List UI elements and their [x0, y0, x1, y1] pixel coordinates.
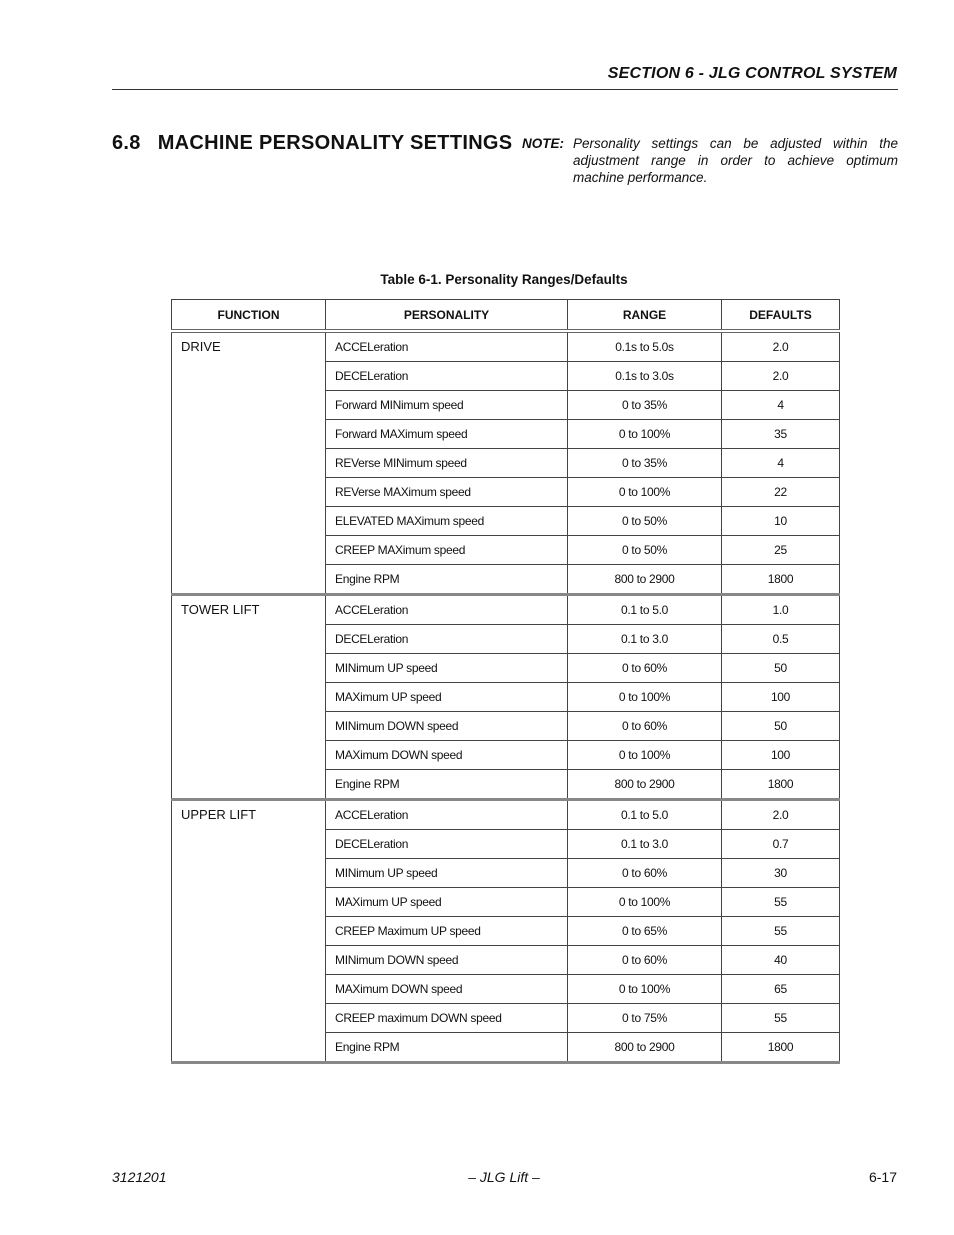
default-cell: 55	[722, 1004, 840, 1033]
default-cell: 1800	[722, 770, 840, 800]
default-cell: 1.0	[722, 595, 840, 625]
default-cell: 35	[722, 420, 840, 449]
table-row	[172, 800, 840, 830]
range-cell: 0 to 100%	[568, 741, 722, 770]
table-caption: Table 6-1. Personality Ranges/Defaults	[380, 272, 628, 287]
table-header-row	[172, 300, 840, 332]
default-cell: 55	[722, 888, 840, 917]
personality-cell: MINimum UP speed	[326, 654, 568, 683]
column-header-personality: PERSONALITY	[326, 300, 568, 332]
personality-cell: Engine RPM	[326, 565, 568, 595]
footer-doc-number: 3121201	[112, 1169, 167, 1185]
footer-publisher: – JLG Lift –	[468, 1169, 540, 1185]
personality-table	[171, 299, 840, 1064]
range-cell: 0.1s to 3.0s	[568, 362, 722, 391]
function-group-tower-lift	[172, 595, 840, 800]
range-cell: 800 to 2900	[568, 770, 722, 800]
personality-cell: DECELeration	[326, 362, 568, 391]
range-cell: 800 to 2900	[568, 1033, 722, 1063]
range-cell: 0.1 to 5.0	[568, 800, 722, 830]
default-cell: 22	[722, 478, 840, 507]
default-cell: 2.0	[722, 331, 840, 362]
range-cell: 0 to 100%	[568, 888, 722, 917]
section-header-title: SECTION 6 - JLG CONTROL SYSTEM	[607, 65, 897, 82]
range-cell: 0.1 to 3.0	[568, 625, 722, 654]
range-cell: 0 to 100%	[568, 478, 722, 507]
personality-cell: CREEP Maximum UP speed	[326, 917, 568, 946]
default-cell: 100	[722, 741, 840, 770]
personality-cell: REVerse MINimum speed	[326, 449, 568, 478]
table-row	[172, 331, 840, 362]
default-cell: 100	[722, 683, 840, 712]
default-cell: 2.0	[722, 800, 840, 830]
personality-cell: MINimum DOWN speed	[326, 946, 568, 975]
default-cell: 10	[722, 507, 840, 536]
default-cell: 1800	[722, 565, 840, 595]
range-cell: 0 to 35%	[568, 449, 722, 478]
function-cell: TOWER LIFT	[172, 595, 326, 800]
column-header-defaults: DEFAULTS	[722, 300, 840, 332]
column-header-function: FUNCTION	[172, 300, 326, 332]
personality-cell: REVerse MAXimum speed	[326, 478, 568, 507]
range-cell: 0 to 60%	[568, 712, 722, 741]
default-cell: 0.7	[722, 830, 840, 859]
personality-cell: CREEP MAXimum speed	[326, 536, 568, 565]
section-number: 6.8	[112, 132, 141, 154]
personality-cell: MINimum DOWN speed	[326, 712, 568, 741]
default-cell: 40	[722, 946, 840, 975]
range-cell: 0.1 to 3.0	[568, 830, 722, 859]
personality-cell: Engine RPM	[326, 1033, 568, 1063]
default-cell: 30	[722, 859, 840, 888]
footer-page-number: 6-17	[868, 1169, 897, 1185]
personality-cell: DECELeration	[326, 830, 568, 859]
range-cell: 0 to 60%	[568, 859, 722, 888]
personality-cell: MAXimum DOWN speed	[326, 741, 568, 770]
default-cell: 4	[722, 391, 840, 420]
personality-cell: MAXimum DOWN speed	[326, 975, 568, 1004]
default-cell: 4	[722, 449, 840, 478]
range-cell: 0 to 100%	[568, 683, 722, 712]
default-cell: 2.0	[722, 362, 840, 391]
personality-cell: Engine RPM	[326, 770, 568, 800]
range-cell: 0 to 100%	[568, 420, 722, 449]
personality-cell: MINimum UP speed	[326, 859, 568, 888]
section-heading	[112, 132, 512, 155]
header-divider	[112, 89, 898, 90]
default-cell: 1800	[722, 1033, 840, 1063]
personality-cell: ACCELeration	[326, 800, 568, 830]
personality-cell: CREEP maximum DOWN speed	[326, 1004, 568, 1033]
personality-cell: ACCELeration	[326, 331, 568, 362]
personality-cell: MAXimum UP speed	[326, 888, 568, 917]
personality-cell: Forward MAXimum speed	[326, 420, 568, 449]
section-title: MACHINE PERSONALITY SETTINGS	[157, 132, 513, 154]
range-cell: 0.1s to 5.0s	[568, 331, 722, 362]
range-cell: 0 to 75%	[568, 1004, 722, 1033]
table-row	[172, 595, 840, 625]
range-cell: 0.1 to 5.0	[568, 595, 722, 625]
range-cell: 0 to 65%	[568, 917, 722, 946]
default-cell: 0.5	[722, 625, 840, 654]
default-cell: 50	[722, 654, 840, 683]
personality-cell: DECELeration	[326, 625, 568, 654]
note-label: NOTE:	[522, 136, 564, 151]
column-header-range: RANGE	[568, 300, 722, 332]
range-cell: 800 to 2900	[568, 565, 722, 595]
range-cell: 0 to 50%	[568, 507, 722, 536]
personality-cell: ACCELeration	[326, 595, 568, 625]
default-cell: 65	[722, 975, 840, 1004]
range-cell: 0 to 60%	[568, 946, 722, 975]
personality-cell: ELEVATED MAXimum speed	[326, 507, 568, 536]
default-cell: 25	[722, 536, 840, 565]
default-cell: 50	[722, 712, 840, 741]
note-block	[522, 135, 898, 186]
note-text: Personality settings can be adjusted within the adjustment range in order to achieve optimum machine performance.	[573, 136, 898, 185]
function-cell: DRIVE	[172, 331, 326, 595]
personality-cell: Forward MINimum speed	[326, 391, 568, 420]
personality-cell: MAXimum UP speed	[326, 683, 568, 712]
function-group-upper-lift	[172, 800, 840, 1063]
range-cell: 0 to 100%	[568, 975, 722, 1004]
range-cell: 0 to 35%	[568, 391, 722, 420]
range-cell: 0 to 60%	[568, 654, 722, 683]
default-cell: 55	[722, 917, 840, 946]
range-cell: 0 to 50%	[568, 536, 722, 565]
function-cell: UPPER LIFT	[172, 800, 326, 1063]
function-group-drive	[172, 331, 840, 595]
